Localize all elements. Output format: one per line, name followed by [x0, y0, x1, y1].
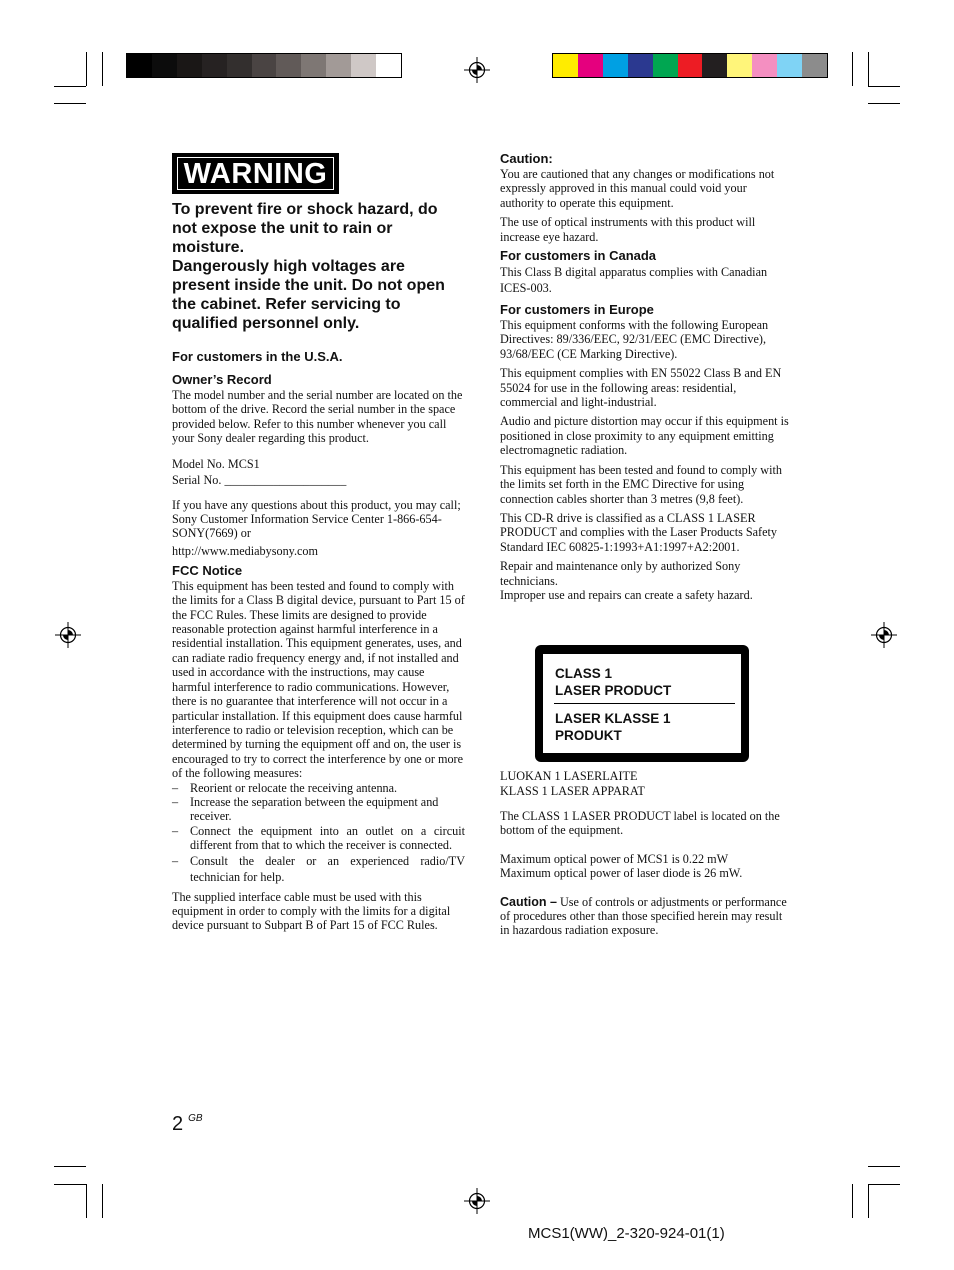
warning-lead	[172, 200, 462, 333]
list-dash: –	[172, 823, 179, 838]
list-dash: –	[172, 853, 179, 868]
laser-label-inner	[543, 654, 741, 753]
laser-label-divider	[554, 703, 735, 704]
color-swatch	[628, 54, 653, 77]
measure-text: Consult the dealer or an experienced radio/TV technician for help.	[190, 853, 465, 884]
registration-mark-icon	[464, 57, 490, 83]
gray-swatch	[252, 54, 277, 77]
warning-banner	[172, 153, 339, 194]
color-swatch	[752, 54, 777, 77]
caution-final-paragraph	[500, 895, 792, 938]
color-swatch	[653, 54, 678, 77]
registration-mark-icon	[55, 622, 81, 648]
registration-mark-icon	[464, 1188, 490, 1214]
europe-text-1: This equipment conforms with the following European Directives: 89/336/EEC, 92/31/EEC (EMC Directive), 93/68/EEC (CE Marking Directive).	[500, 318, 769, 361]
gray-swatch	[276, 54, 301, 77]
owners-record-heading: Owner’s Record	[172, 372, 272, 387]
measure-text: Increase the separation between the equipment and receiver.	[190, 794, 439, 824]
canada-heading: For customers in Canada	[500, 248, 657, 264]
gray-swatch	[326, 54, 351, 77]
gray-swatch	[202, 54, 227, 77]
page-number-suffix: GB	[188, 1113, 203, 1124]
measure-text: Reorient or relocate the receiving antenna.	[190, 780, 398, 795]
color-swatch	[802, 54, 827, 77]
max-power-1: Maximum optical power of MCS1 is 0.22 mW	[500, 851, 729, 866]
color-swatch	[777, 54, 802, 77]
owners-record-text: The model number and the serial number are located on the bottom of the drive. Record the serial number in the space provided below. Refer to this number whenever you call your Sony dealer regarding this product.	[172, 388, 463, 446]
caution-text-2: The use of optical instruments with this product will increase eye hazard.	[500, 215, 756, 244]
page-number	[172, 1113, 203, 1136]
measure-text: Connect the equipment into an outlet on a circuit different from that to which the receiver is connected.	[190, 823, 465, 853]
color-bar	[552, 53, 828, 78]
caution-final-text: Use of controls or adjustments or performance of procedures other than those specified herein may result in hazardous radiation exposure.	[500, 894, 787, 938]
caution-final-bold: Caution –	[500, 894, 557, 909]
sony-url: http://www.mediabysony.com	[172, 543, 319, 558]
document-code: MCS1(WW)_2-320-924-01(1)	[528, 1225, 725, 1242]
laser-label-line-2: LASER PRODUCT	[555, 683, 672, 698]
gray-swatch	[376, 54, 401, 77]
cable-text: The supplied interface cable must be used with this equipment in order to comply with the limits for a digital device pursuant to Subpart B of Part 15 of FCC Rules.	[172, 889, 451, 933]
luokan-line-2: KLASS 1 LASER APPARAT	[500, 784, 645, 798]
warning-title: WARNING	[177, 157, 334, 190]
europe-heading: For customers in Europe	[500, 302, 654, 318]
fcc-measures-list	[172, 781, 465, 885]
warning-lead-1: To prevent fire or shock hazard, do not expose the unit to rain or moisture.	[172, 201, 438, 256]
list-dash: –	[172, 794, 179, 809]
gray-swatch	[351, 54, 376, 77]
color-swatch	[727, 54, 752, 77]
label-location-text: The CLASS 1 LASER PRODUCT label is located on the bottom of the equipment.	[500, 809, 780, 838]
gray-swatch	[152, 54, 177, 77]
gray-swatch	[177, 54, 202, 77]
page-number-value: 2	[172, 1113, 184, 1135]
laser-label-line-1: CLASS 1	[555, 666, 613, 681]
laser-product-label	[535, 645, 749, 762]
caution-heading: Caution:	[500, 151, 553, 166]
europe-text-3: Audio and picture distortion may occur if this equipment is positioned in close proximity to any equipment emitting electromagnetic radiation.	[500, 414, 789, 458]
max-power-2: Maximum optical power of laser diode is 26 mW.	[500, 866, 743, 881]
list-dash: –	[172, 780, 179, 795]
europe-text-6: Repair and maintenance only by authorized Sony technicians.	[500, 559, 741, 588]
fcc-text: This equipment has been tested and found to comply with the limits for a Class B digital device, pursuant to Part 15 of the FCC Rules. These limits are designed to provide reasonable protection against harmful interference in a residential installation. This equipment generates, uses, and can radiate radio frequency energy and, if not installed and used in accordance with the instructions, may cause harmful interference to radio communications. However, there is no guarantee that interference will not occur in a particular installation. If this equipment does cause harmful interference to radio or television reception, which can be determined by turning the equipment off and on, the user is encouraged to try to correct the interference by one or more of the following measures:	[172, 578, 465, 781]
gray-swatch	[127, 54, 152, 77]
list-item	[172, 795, 465, 824]
europe-text-7: Improper use and repairs can create a safety hazard.	[500, 587, 753, 602]
list-item	[172, 781, 465, 795]
color-swatch	[578, 54, 603, 77]
color-swatch	[702, 54, 727, 77]
serial-number: Serial No. ____________________	[172, 472, 347, 487]
laser-label-line-4: PRODUKT	[555, 728, 622, 743]
usa-heading: For customers in the U.S.A.	[172, 349, 343, 364]
left-column	[172, 349, 465, 933]
europe-text-4: This equipment has been tested and found to comply with the limits set forth in the EMC Directive for using connection cables shorter than 3 metres (9,8 feet).	[500, 462, 782, 506]
list-item	[172, 824, 465, 853]
right-column-bottom	[500, 769, 792, 938]
laser-label-line-3: LASER KLASSE 1	[555, 711, 671, 726]
gray-swatch	[301, 54, 326, 77]
warning-lead-2: Dangerously high voltages are present inside the unit. Do not open the cabinet. Refer servicing to qualified personnel only.	[172, 258, 445, 332]
color-swatch	[603, 54, 628, 77]
europe-text-2: This equipment complies with EN 55022 Class B and EN 55024 for use in the following areas: residential, commercial and light-industrial.	[500, 366, 782, 410]
canada-text: This Class B digital apparatus complies with Canadian ICES-003.	[500, 265, 768, 296]
europe-text-5: This CD-R drive is classified as a CLASS 1 LASER PRODUCT and complies with the Laser Products Safety Standard IEC 60825-1:1993+A1:1997+A2:2001.	[500, 510, 778, 554]
model-number: Model No. MCS1	[172, 456, 260, 471]
list-item	[172, 853, 465, 885]
luokan-line-1: LUOKAN 1 LASERLAITE	[500, 769, 638, 783]
color-swatch	[678, 54, 703, 77]
color-swatch	[553, 54, 578, 77]
caution-text-1: You are cautioned that any changes or modifications not expressly approved in this manual could void your authority to operate this equipment.	[500, 167, 775, 210]
grayscale-bar	[126, 53, 402, 78]
questions-text: If you have any questions about this product, you may call; Sony Customer Information Service Center 1-866-654-SONY(7669) or	[172, 497, 461, 541]
registration-mark-icon	[871, 622, 897, 648]
right-column-top	[500, 151, 792, 602]
fcc-heading: FCC Notice	[172, 562, 243, 578]
gray-swatch	[227, 54, 252, 77]
